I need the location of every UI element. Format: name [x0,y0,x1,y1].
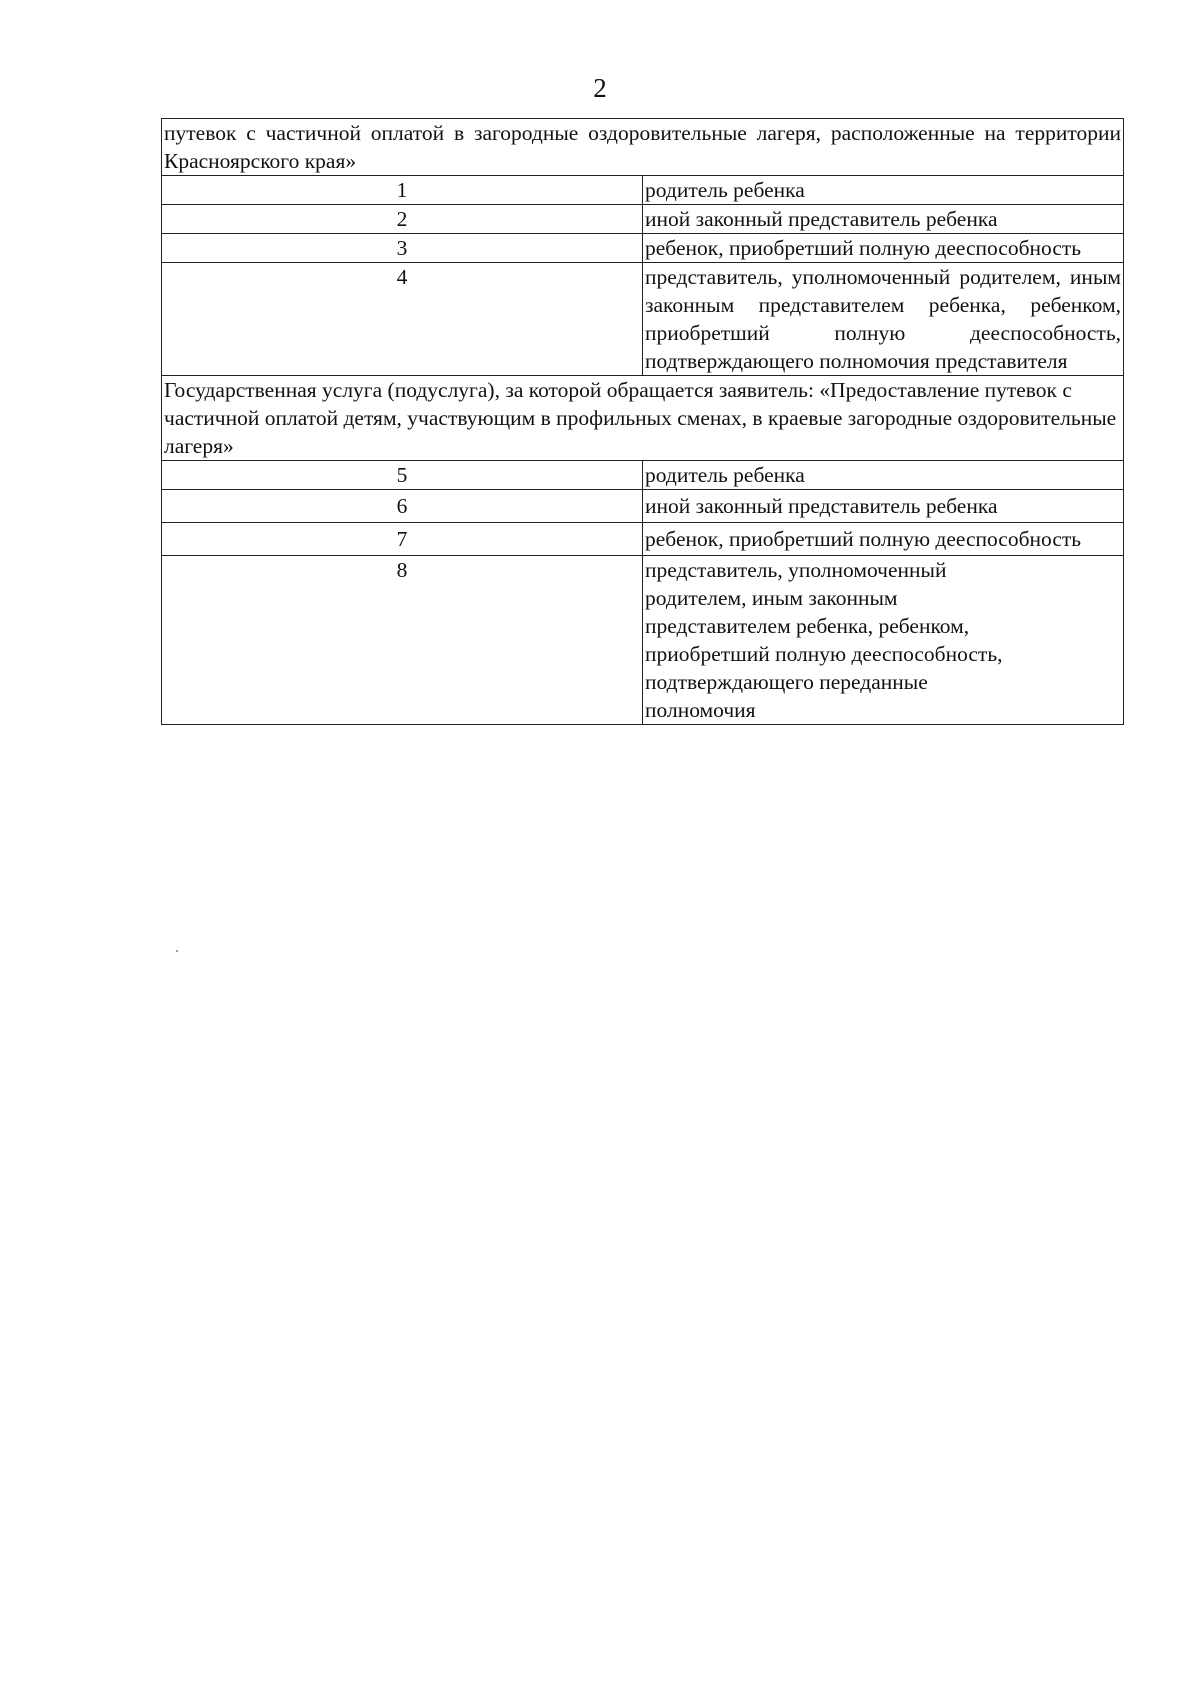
row-number-cell: 4 [162,263,643,376]
table-row [162,523,1124,556]
applicant-category-cell: родитель ребенка [643,461,1124,490]
row-number-cell: 2 [162,205,643,234]
table-row [162,556,1124,725]
row-number-cell: 7 [162,523,643,556]
applicant-category-cell: ребенок, приобретший полную дееспособность [643,523,1124,556]
section-header-cell: Государственная услуга (подуслуга), за которой обращается заявитель: «Предоставление путевок с частичной оплатой детям, участвующим в профильных сменах, в краевые загородные оздоровительные лагеря» [162,376,1124,461]
table-row [162,205,1124,234]
table-row [162,176,1124,205]
section-header-row [162,376,1124,461]
row-number-cell: 6 [162,490,643,523]
scan-speck [176,950,178,952]
applicant-category-cell: иной законный представитель ребенка [643,490,1124,523]
table-row [162,490,1124,523]
table-row [162,234,1124,263]
table-row [162,263,1124,376]
page-number: 2 [593,73,607,103]
row-number-cell: 8 [162,556,643,725]
applicant-categories-table [161,118,1124,725]
row-number-cell: 1 [162,176,643,205]
section-header-row [162,119,1124,176]
applicant-category-cell: иной законный представитель ребенка [643,205,1124,234]
row-number-cell: 5 [162,461,643,490]
applicant-category-cell: родитель ребенка [643,176,1124,205]
section-header-cell: путевок с частичной оплатой в загородные оздоровительные лагеря, расположенные на территории Красноярского края» [162,119,1124,176]
applicant-category-cell: представитель, уполномоченный родителем, иным законным представителем ребенка, ребенком, приобретший полную дееспособность, подтверждающего полномочия представителя [643,263,1124,376]
applicant-category-cell: представитель, уполномоченный родителем, иным законным представителем ребенка, ребенком, приобретший полную дееспособность, подтверждающего переданные полномочия [643,556,1124,725]
row-number-cell: 3 [162,234,643,263]
applicant-category-cell: ребенок, приобретший полную дееспособность [643,234,1124,263]
table-row [162,461,1124,490]
